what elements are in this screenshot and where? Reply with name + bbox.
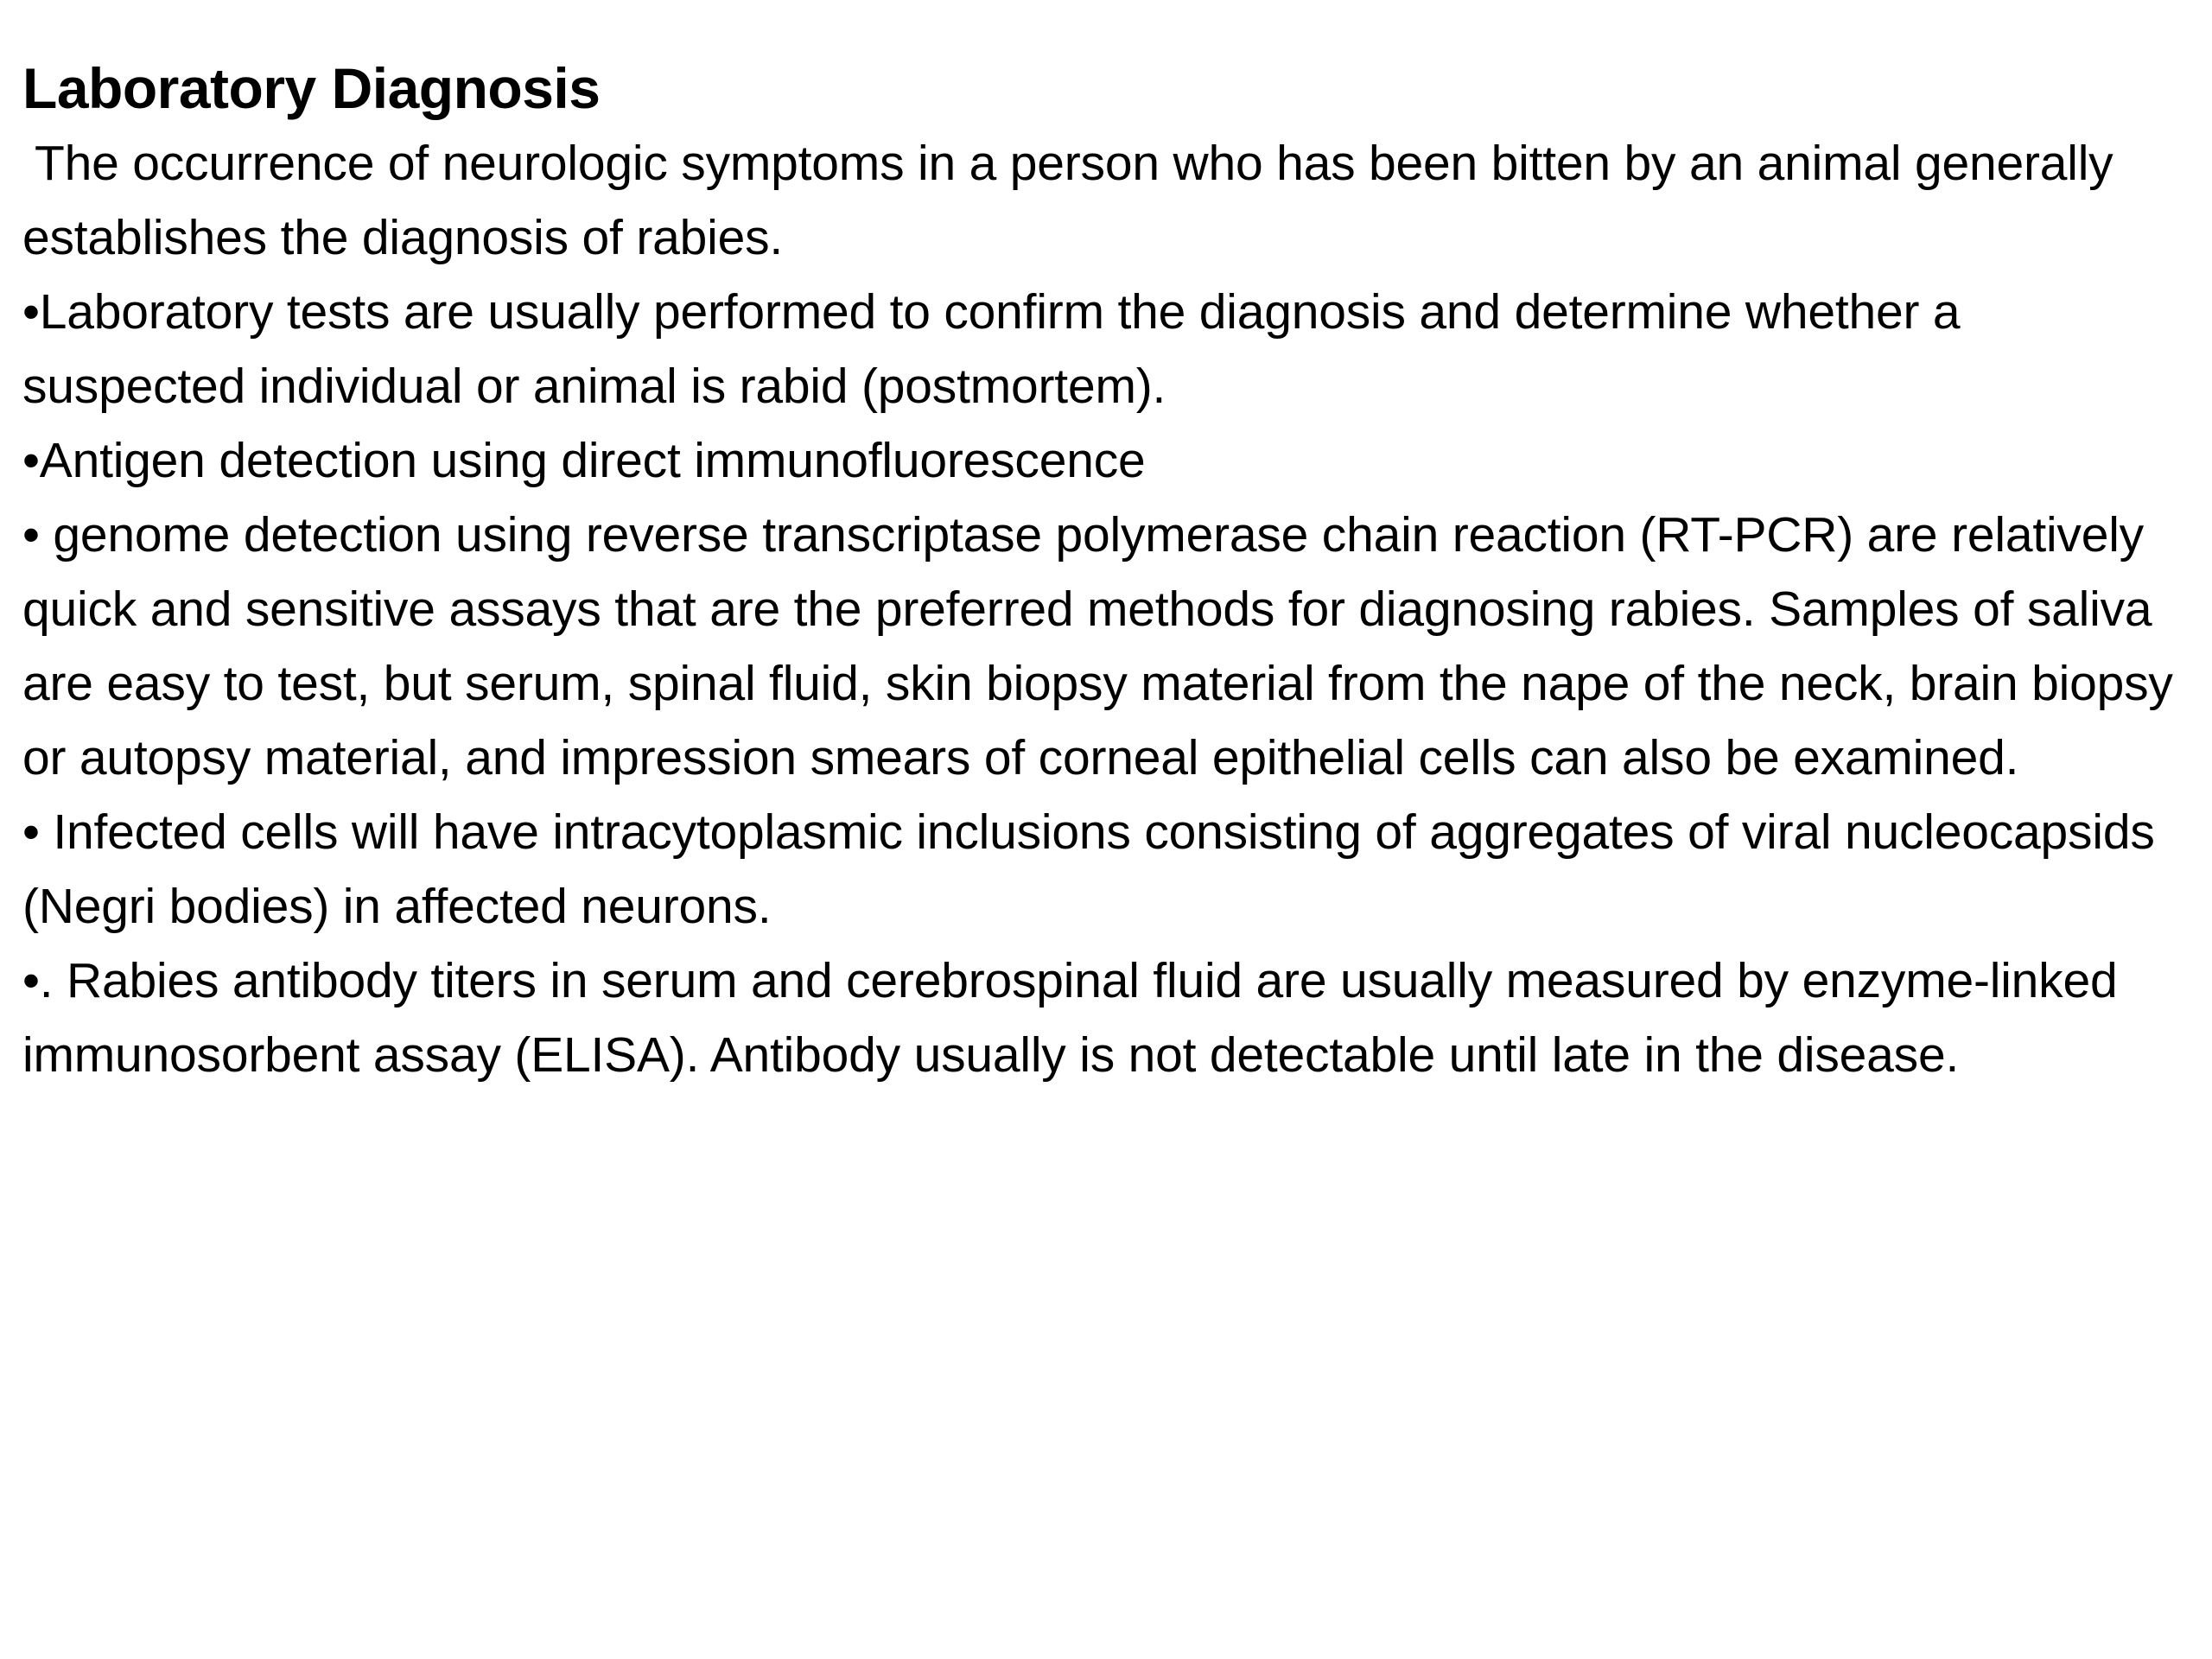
bullet-antibody-titers: •. Rabies antibody titers in serum and cerebrospinal fluid are usually measured by enzyme-linked immunosorbent assay (ELISA). Antibody usually is not detectable until late in the disease. [22, 952, 2118, 1083]
bullet-laboratory-tests: •Laboratory tests are usually performed to confirm the diagnosis and determine whether a suspected individual or animal is rabid (postmortem). [22, 283, 1961, 414]
intro-paragraph: The occurrence of neurologic symptoms in a person who has been bitten by an animal generally establishes the diagnosis of rabies. [22, 135, 2113, 265]
slide-content [22, 52, 2183, 1092]
bullet-antigen-detection: •Antigen detection using direct immunofluorescence [22, 432, 1146, 488]
bullet-infected-cells: • Infected cells will have intracytoplasmic inclusions consisting of aggregates of viral nucleocapsids (Negri bodies) in affected neurons. [22, 804, 2155, 934]
bullet-genome-detection: • genome detection using reverse transcriptase polymerase chain reaction (RT-PCR) are relatively quick and sensitive assays that are the preferred methods for diagnosing rabies. Samples of saliva are easy to test, but serum, spinal fluid, skin biopsy material from the nape of the neck, brain biopsy or autopsy material, and impression smears of corneal epithelial cells can also be examined. [22, 506, 2173, 785]
slide-title: Laboratory Diagnosis [22, 56, 601, 120]
